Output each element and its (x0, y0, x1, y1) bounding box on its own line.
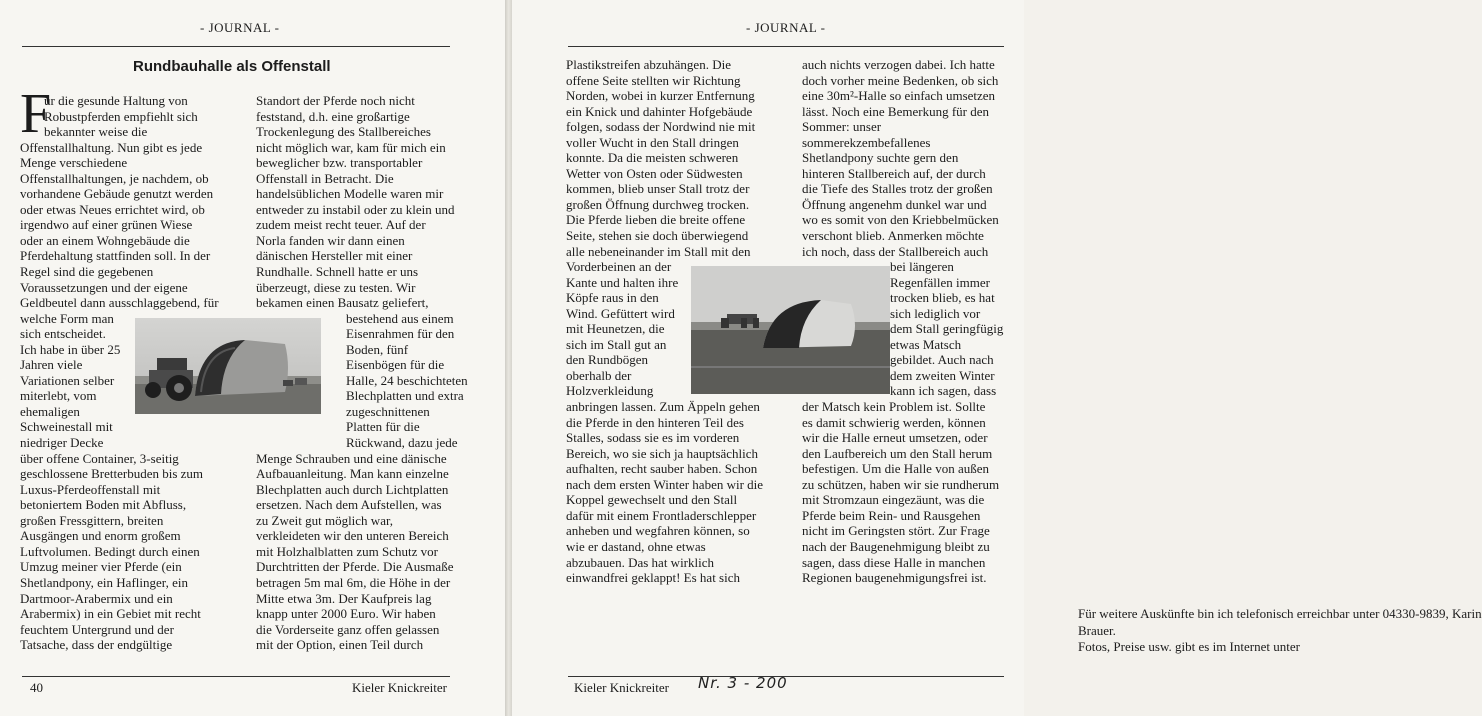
handwritten-note: Nr. 3 - 200 (698, 674, 788, 692)
text-line: nicht möglich war, kam für mich ein (256, 139, 446, 155)
text-line: bei längeren (890, 259, 954, 275)
text-line: Umzug meiner vier Pferde (ein (20, 559, 182, 575)
text-line: Rundhalle. Schnell hatte er uns (256, 264, 419, 280)
text-line: wir die Halle erneut umsetzen, oder (802, 430, 988, 446)
text-line: Mitte etwa 3m. Der Kaufpreis lag (256, 590, 432, 606)
text-line: entweder zu instabil oder zu klein und (256, 201, 455, 217)
text-line: trocken blieb, es hat (890, 290, 995, 306)
text-line: wie er dastand, ohne etwas (566, 538, 706, 554)
text-line: Halle, 24 beschichteten (346, 372, 468, 388)
text-line: vorhandene Gebäude genutzt werden (20, 186, 214, 202)
text-line: Eisenbögen für die (346, 357, 445, 373)
text-line: konnte. Da die meisten schweren (566, 150, 739, 166)
text-line: über offene Container, 3-seitig (20, 450, 179, 466)
text-line: irgendwo auf einer grünen Wiese (20, 217, 193, 233)
text-line: zugeschnittenen (346, 403, 430, 419)
text-line: Offenstall in Betracht. Die (256, 170, 394, 186)
text-line: bekamen einen Bausatz geliefert, (256, 295, 429, 311)
text-line: Standort der Pferde noch nicht (256, 93, 415, 108)
text-line: Norla fanden wir dann einen (256, 232, 405, 248)
right-page (512, 0, 1482, 716)
text-line: etwas Matsch (890, 336, 962, 352)
footer-rule (22, 676, 450, 677)
text-line: oder an einem Wohngebäude die (20, 232, 190, 248)
text-line: Holzverkleidung (566, 383, 654, 399)
text-line: mit Stromzaun eingezäunt, was die (802, 492, 985, 508)
text-line: zu Zweit gut möglich war, (256, 512, 394, 528)
text-line: die Tiefe des Stalles trotz der großen (802, 181, 993, 197)
text-line: Voraussetzungen und der eigene (20, 279, 188, 295)
text-line: zu schützen, haben wir sie rundherum (802, 476, 1000, 492)
text-line: Menge Schrauben und eine dänische (256, 450, 447, 466)
text-line: sommerekzembefallenes (802, 134, 931, 150)
text-line: Köpfe raus in den (566, 290, 659, 306)
text-line: doch vorher meine Bedenken, ob sich (802, 72, 999, 88)
text-line: alle nebeneinander im Stall mit den (566, 243, 751, 259)
text-line: nach der Baugenehmigung bleibt zu (802, 538, 990, 554)
text-line: Rückwand, dazu jede (346, 435, 458, 451)
text-line: gebildet. Auch nach (890, 352, 994, 368)
text-line: betragen 5m mal 6m, die Höhe in der (256, 574, 451, 590)
contact-line: Für weitere Auskünfte bin ich telefonisch erreichbar unter 04330-9839, Karin (1078, 606, 1482, 621)
page-number: 40 (30, 680, 43, 695)
text-line: handelsüblichen Modelle waren mir (256, 186, 444, 202)
tractor-moving-round-hall-photo (135, 318, 321, 414)
text-line: Die Pferde lieben die breite offene (566, 212, 746, 228)
text-line: großen Fressgittern, breiten (20, 512, 164, 528)
text-line: bestehend aus einem (346, 310, 454, 326)
text-line: den Laufbereich um den Stall herum (802, 445, 993, 461)
text-line: zudem meist recht teuer. Auf der (256, 217, 426, 233)
text-line: sich entscheidet. (20, 326, 106, 342)
text-line: Dartmoor-Arabermix und ein (20, 590, 173, 606)
text-line: Luftvolumen. Bedingt durch einen (20, 543, 200, 559)
text-line: Sommer: unser (802, 119, 882, 135)
text-line: Vorderbeinen an der (566, 259, 672, 275)
text-line: mit der Option, einen Teil durch (256, 637, 424, 653)
text-line: welche Form man (20, 310, 114, 326)
text-line: ehemaligen (20, 403, 80, 419)
text-line: Schweinestall mit (20, 419, 113, 435)
text-line: Eisenrahmen für den (346, 326, 455, 342)
text-line: die Pferde in den hinteren Teil des (566, 414, 744, 430)
text-line: Pferde beim Rein- und Rausgehen (802, 507, 981, 523)
text-line: beweglicher bzw. transportabler (256, 155, 423, 171)
text-line: Platten für die (346, 419, 420, 435)
text-line: offene Seite stellten wir Richtung (566, 72, 741, 88)
text-line: die Vorderseite ganz offen gelassen (256, 621, 440, 637)
text-line: folgen, sodass der Nordwind nie mit (566, 119, 756, 135)
running-head: - JOURNAL - (746, 20, 826, 35)
book-gutter (505, 0, 512, 716)
text-line: kommen, blieb unser Stall trotz der (566, 181, 750, 197)
text-line: hinteren Stallbereich auf, der durch (802, 165, 986, 181)
text-line: feuchtem Untergrund und der (20, 621, 174, 637)
text-line: Pferdehaltung stattfinden soll. In der (20, 248, 211, 264)
text-line: dänischen Hersteller mit einer (256, 248, 413, 264)
text-line: mit Holzhalblatten zum Schutz vor (256, 543, 438, 559)
text-line: Blechplatten und extra (346, 388, 464, 404)
text-line: Stalles, sodass sie es im vorderen (566, 430, 740, 446)
text-line: Trockenlegung des Stallbereiches (256, 124, 431, 140)
text-line: Shetlandpony suchte gern den (802, 150, 959, 166)
text-line: Blechplatten auch durch Lichtplatten (256, 481, 449, 497)
text-line: Öffnung angenehm dunkel war und (802, 196, 987, 212)
text-line: nach dem ersten Winter haben wir die (566, 476, 764, 492)
text-line: Regionen baugenehmigungsfrei ist. (802, 570, 987, 586)
text-line: der Matsch kein Problem ist. Sollte (802, 399, 986, 415)
text-line: knapp unter 2000 Euro. Wir haben (256, 606, 436, 622)
text-line: voller Wucht in den Stall dringen (566, 134, 739, 150)
left-page (0, 0, 505, 716)
text-line: oberhalb der (566, 367, 632, 383)
text-line: Offenstallhaltungen, je nachdem, ob (20, 170, 209, 186)
text-line: Regenfällen immer (890, 274, 990, 290)
text-line: ich noch, dass der Stallbereich auch (802, 243, 989, 259)
text-line: verkleideten wir den unteren Bereich (256, 528, 449, 544)
text-line: wo es somit von den Kriebbelmücken (802, 212, 999, 228)
text-line: Jahren viele (20, 357, 83, 373)
text-line: Seite, stehen sie doch überwiegend (566, 228, 749, 244)
text-line: nicht im Geringsten stört. Zur Frage (802, 523, 990, 539)
text-line: miterlebt, vom (20, 388, 97, 404)
text-line: betoniertem Boden mit Abfluss, (20, 497, 187, 513)
text-line: geschlossene Bretterbuden bis zum (20, 466, 204, 482)
running-head: - JOURNAL - (200, 20, 280, 35)
text-line: niedriger Decke (20, 435, 104, 451)
text-line: ersetzen. Nach dem Aufstellen, was (256, 497, 442, 513)
text-line: einwandfrei geklappt! Es hat sich (566, 570, 740, 586)
text-line: Wind. Gefüttert wird (566, 305, 675, 321)
text-line: Arabermix) in ein Gebiet mit recht (20, 606, 201, 622)
text-line: anheben und wegfahren können, so (566, 523, 750, 539)
round-hall-with-horses-photo (691, 266, 890, 394)
text-line: Offenstallhaltung. Nun gibt es jede (20, 139, 203, 155)
text-line: verschont blieb. Anmerken möchte (802, 228, 984, 244)
text-line: Menge verschiedene (20, 155, 128, 171)
footer-title: Kieler Knickreiter (574, 680, 669, 695)
text-line: Geldbeutel dann ausschlaggebend, für (20, 295, 219, 311)
text-line: Regel sind die gegebenen (20, 264, 154, 280)
text-line: kann ich sagen, dass (890, 383, 997, 399)
text-line: Luxus-Pferdeoffenstall mit (20, 481, 161, 497)
text-line: Wetter von Osten oder Südwesten (566, 165, 743, 181)
header-rule (568, 46, 1004, 47)
text-line: Kante und halten ihre (566, 274, 679, 290)
contact-line: Brauer. (1078, 622, 1116, 638)
text-line: eine 30m²-Halle so einfach umsetzen (802, 88, 996, 104)
text-line: dem Stall geringfügig (890, 321, 1004, 337)
text-line: ein Knick und dahinter Hofgebäude (566, 103, 753, 119)
text-line: Shetlandpony, ein Haflinger, ein (20, 574, 188, 590)
header-rule (22, 46, 450, 47)
text-line: Aufbauanleitung. Man kann einzelne (256, 466, 449, 482)
text-line: Norden, wobei in kurzer Entfernung (566, 88, 755, 104)
text-line: auch nichts verzogen dabei. Ich hatte (802, 57, 995, 72)
text-line: anbringen lassen. Zum Äppeln gehen (566, 399, 760, 415)
text-line: Bereich, wo sie sich ja hauptsächlich (566, 445, 759, 461)
text-line: den Rundbögen (566, 352, 648, 368)
text-line: abzubauen. Das hat wirklich (566, 554, 715, 570)
footer-title: Kieler Knickreiter (352, 680, 447, 695)
text-line: Durchtritten der Pferde. Die Ausmaße (256, 559, 454, 575)
text-line: es damit schwierig werden, können (802, 414, 986, 430)
text-line: sich lediglich vor (890, 305, 981, 321)
text-line: Variationen selber (20, 372, 115, 388)
text-line: großen Öffnung durchweg trocken. (566, 196, 750, 212)
text-line: Robustpferden empfiehlt sich (44, 108, 198, 124)
text-line: befestigen. Um die Halle von außen (802, 461, 989, 477)
text-line: bekannter weise die (44, 124, 148, 140)
text-line: feststand, d.h. eine großartige (256, 108, 410, 124)
text-line: aufhalten, recht sauber haben. Schon (566, 461, 758, 477)
text-line: überzeugt, diese zu testen. Wir (256, 279, 416, 295)
text-line: dafür mit einem Frontladerschlepper (566, 507, 757, 523)
text-line: Ich habe in über 25 (20, 341, 121, 357)
contact-info (1078, 606, 1482, 656)
text-line: Plastikstreifen abzuhängen. Die (566, 57, 731, 72)
text-line: Ausgängen und enorm großem (20, 528, 181, 544)
article-title: Rundbauhalle als Offenstall (133, 58, 331, 75)
text-line: Tatsache, dass der endgültige (20, 637, 173, 653)
text-line: lässt. Noch eine Bemerkung für den (802, 103, 990, 119)
text-line: ür die gesunde Haltung von (44, 93, 188, 108)
text-line: sich im Stall gut an (566, 336, 667, 352)
text-line: Koppel gewechselt und den Stall (566, 492, 738, 508)
text-line: dem zweiten Winter (890, 367, 995, 383)
text-line: sagen, dass diese Halle in manchen (802, 554, 986, 570)
text-line: mit Heunetzen, die (566, 321, 665, 337)
text-line: Boden, fünf (346, 341, 409, 357)
contact-line: Fotos, Preise usw. gibt es im Internet unter (1078, 639, 1300, 654)
drop-cap: F (20, 83, 52, 145)
text-line: oder etwas Neues errichtet wird, ob (20, 201, 205, 217)
